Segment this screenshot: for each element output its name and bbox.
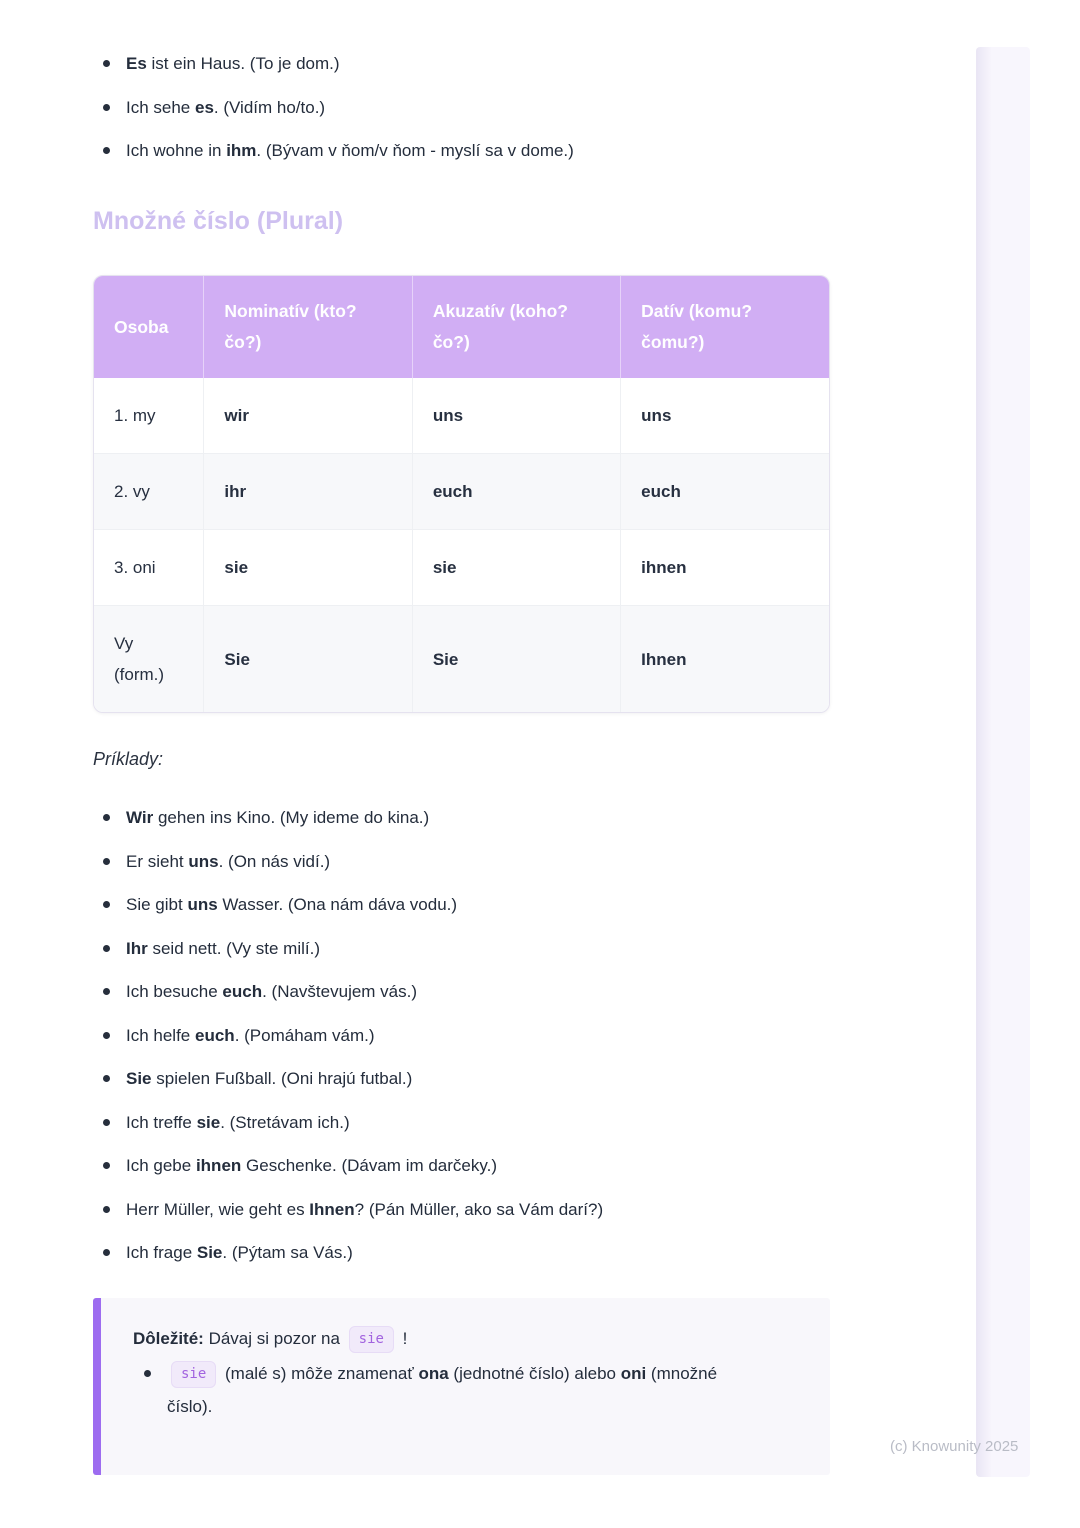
list-item: Er sieht uns. (On nás vidí.) [93, 849, 830, 874]
table-cell: wir [204, 378, 412, 454]
table-cell: Ihnen [621, 606, 829, 713]
list-item: Ich wohne in ihm. (Bývam v ňom/v ňom - myslí sa v dome.) [93, 138, 830, 163]
table-cell: 3. oni [94, 530, 204, 606]
list-item: Ich gebe ihnen Geschenke. (Dávam im darčeky.) [93, 1153, 830, 1178]
table-header-cell: Nominatív (kto? čo?) [204, 276, 412, 378]
table-row [94, 454, 829, 530]
table-cell: uns [412, 378, 620, 454]
list-item: Ihr seid nett. (Vy ste milí.) [93, 936, 830, 961]
table-header-row [94, 276, 829, 378]
section-heading: Množné číslo (Plural) [93, 207, 344, 235]
document-page [93, 51, 830, 1475]
inline-code: sie [349, 1326, 394, 1353]
list-item: Sie spielen Fußball. (Oni hrajú futbal.) [93, 1066, 830, 1091]
list-item: Es ist ein Haus. (To je dom.) [93, 51, 830, 76]
callout-title: Dôležité: Dávaj si pozor na sie ! [133, 1322, 802, 1355]
table-header-cell: Datív (komu? čomu?) [621, 276, 829, 378]
table-cell: sie [204, 530, 412, 606]
callout-list [133, 1357, 802, 1423]
table-row [94, 530, 829, 606]
table-row [94, 378, 829, 454]
list-item: Ich treffe sie. (Stretávam ich.) [93, 1110, 830, 1135]
examples-label: Príklady: [93, 749, 164, 769]
table-header-cell: Osoba [94, 276, 204, 378]
intro-examples-list [93, 51, 830, 163]
list-item: Herr Müller, wie geht es Ihnen? (Pán Müller, ako sa Vám darí?) [93, 1197, 830, 1222]
table-cell: euch [621, 454, 829, 530]
list-item: Sie gibt uns Wasser. (Ona nám dáva vodu.) [93, 892, 830, 917]
list-item: Ich frage Sie. (Pýtam sa Vás.) [93, 1240, 830, 1265]
list-item: Wir gehen ins Kino. (My ideme do kina.) [93, 805, 830, 830]
table-cell: Sie [412, 606, 620, 713]
table-header-cell: Akuzatív (koho? čo?) [412, 276, 620, 378]
table-cell: uns [621, 378, 829, 454]
callout-item: sie (malé s) môže znamenať ona (jednotné číslo) alebo oni (množné číslo). [133, 1357, 763, 1423]
table-cell: ihnen [621, 530, 829, 606]
inline-code: sie [171, 1361, 216, 1388]
table-row [94, 606, 829, 713]
table-cell: sie [412, 530, 620, 606]
table-cell: euch [412, 454, 620, 530]
table-cell: 1. my [94, 378, 204, 454]
list-item: Ich besuche euch. (Navštevujem vás.) [93, 979, 830, 1004]
table-cell: Sie [204, 606, 412, 713]
table-cell: Vy (form.) [94, 606, 204, 713]
right-page-strip [976, 47, 1030, 1477]
list-item: Ich helfe euch. (Pomáham vám.) [93, 1023, 830, 1048]
examples-list [93, 805, 830, 1265]
table-cell: ihr [204, 454, 412, 530]
important-callout [93, 1298, 830, 1475]
list-item: Ich sehe es. (Vidím ho/to.) [93, 95, 830, 120]
pronoun-table [93, 275, 830, 713]
copyright-notice: (c) Knowunity 2025 [890, 1438, 1019, 1455]
table-cell: 2. vy [94, 454, 204, 530]
